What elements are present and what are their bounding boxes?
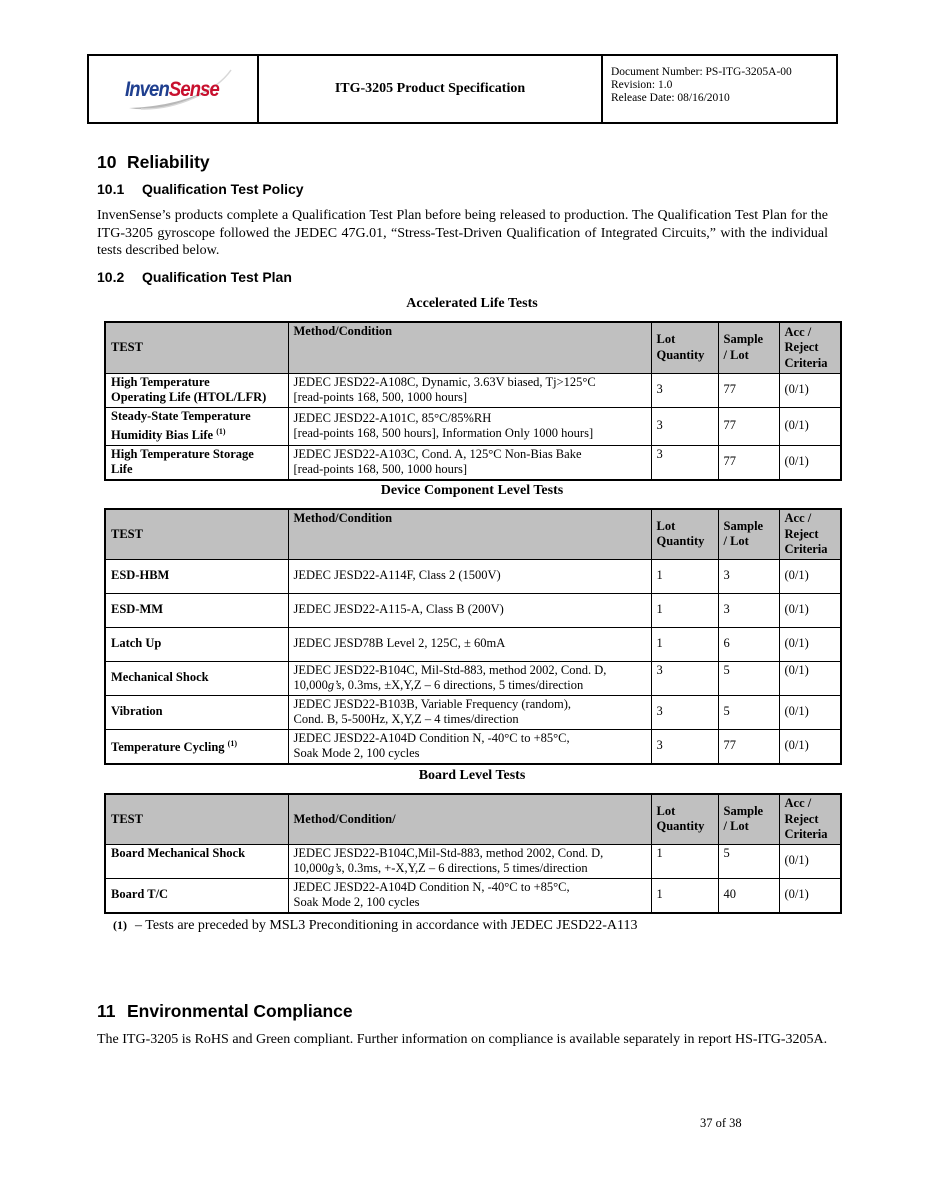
criteria: (0/1) [779,729,841,764]
test-name: Steady-State Temperature Humidity Bias Life $^{(1)}$ [105,407,288,445]
method-condition: JEDEC JESD22-A114F, Class 2 (1500V) [288,559,651,593]
table-header-row [105,794,841,844]
sample-lot: 40 [718,878,779,913]
accelerated-tests-caption: Accelerated Life Tests [406,296,538,311]
method-condition: JEDEC JESD22-B104C,Mil-Std-883, method 2002, Cond. D, 10,000g’s, 0.3ms, +-X,Y,Z – 6 directions, 5 times/direction [288,844,651,878]
lot-quantity: 3 [651,661,718,695]
invensense-logo [113,64,233,114]
method-condition: JEDEC JESD22-B104C, Mil-Std-883, method 2002, Cond. D, 10,000g’s, 0.3ms, ±X,Y,Z – 6 directions, 5 times/direction [288,661,651,695]
criteria: (0/1) [779,559,841,593]
document-meta [603,56,836,122]
lot-quantity: 3 [651,695,718,729]
criteria: (0/1) [779,844,841,878]
device-tests-caption: Device Component Level Tests [380,483,564,498]
col-sample-lot: Sample / Lot [718,509,779,559]
device-component-tests-table [104,508,842,765]
criteria: (0/1) [779,695,841,729]
table-row [105,695,841,729]
col-sample-lot: Sample / Lot [718,794,779,844]
release-date: Release Date: 08/16/2010 [611,92,730,104]
col-lot-quantity: Lot Quantity [651,794,718,844]
sample-lot: 77 [718,407,779,445]
sample-lot: 77 [718,373,779,407]
sample-lot: 77 [718,729,779,764]
board-level-tests-table [104,793,842,914]
sample-lot: 77 [718,445,779,480]
criteria: (0/1) [779,661,841,695]
lot-quantity: 1 [651,878,718,913]
col-criteria: Acc / Reject Criteria [779,322,841,373]
test-name: Mechanical Shock [105,661,288,695]
col-test: TEST [105,322,288,373]
col-lot-quantity: Lot Quantity [651,509,718,559]
table-header-row [105,322,841,373]
board-tests-caption: Board Level Tests [418,768,526,783]
test-name: Vibration [105,695,288,729]
table-footnote [113,918,638,934]
logo-cell [89,56,259,122]
table-row [105,559,841,593]
method-condition: JEDEC JESD22-A103C, Cond. A, 125°C Non-Bias Bake [read-points 168, 500, 1000 hours] [288,445,651,480]
table-row [105,373,841,407]
test-name: Temperature Cycling $^{(1)}$ [105,729,288,764]
table-row [105,878,841,913]
col-method: Method/Condition/ [288,794,651,844]
lot-quantity: 1 [651,593,718,627]
sample-lot: 3 [718,559,779,593]
method-condition: JEDEC JESD22-A101C, 85°C/85%RH [read-points 168, 500 hours], Information Only 1000 hours] [288,407,651,445]
section-10-heading: 10 Reliability [97,152,210,172]
table-row [105,729,841,764]
method-condition: JEDEC JESD22-B103B, Variable Frequency (random), Cond. B, 5-500Hz, X,Y,Z – 4 times/direction [288,695,651,729]
criteria: (0/1) [779,373,841,407]
col-method: Method/Condition [288,509,651,559]
document-number: Document Number: PS-ITG-3205A-00 [611,66,792,78]
test-name: ESD-MM [105,593,288,627]
lot-quantity: 3 [651,729,718,764]
test-name: Latch Up [105,627,288,661]
section-10-2-heading: 10.2 Qualification Test Plan [97,269,292,285]
test-name: ESD-HBM [105,559,288,593]
method-condition: JEDEC JESD22-A104D Condition N, -40°C to +85°C, Soak Mode 2, 100 cycles [288,878,651,913]
footnote-text: – Tests are preceded by MSL3 Preconditioning in accordance with JEDEC JESD22-A113 [135,918,638,933]
lot-quantity: 1 [651,844,718,878]
sample-lot: 5 [718,844,779,878]
footnote-mark: (1) [113,918,127,932]
logo-text: InvenSense [125,78,219,101]
col-sample-lot: Sample / Lot [718,322,779,373]
table-row [105,627,841,661]
criteria: (0/1) [779,878,841,913]
col-lot-quantity: Lot Quantity [651,322,718,373]
criteria: (0/1) [779,407,841,445]
sample-lot: 6 [718,627,779,661]
table-row [105,407,841,445]
document-title: ITG-3205 Product Specification [259,56,603,122]
table-row [105,661,841,695]
col-method: Method/Condition [288,322,651,373]
lot-quantity: 1 [651,627,718,661]
sample-lot: 5 [718,661,779,695]
col-test: TEST [105,794,288,844]
lot-quantity: 3 [651,407,718,445]
table-header-row [105,509,841,559]
revision: Revision: 1.0 [611,79,673,91]
section-10-1-heading: 10.1 Qualification Test Policy [97,181,304,197]
method-condition: JEDEC JESD22-A115-A, Class B (200V) [288,593,651,627]
method-condition: JEDEC JESD22-A108C, Dynamic, 3.63V biased, Tj>125°C [read-points 168, 500, 1000 hours] [288,373,651,407]
test-name: Board T/C [105,878,288,913]
lot-quantity: 3 [651,445,718,480]
col-criteria: Acc / Reject Criteria [779,509,841,559]
environmental-compliance-text: The ITG-3205 is RoHS and Green compliant. Further information on compliance is available separately in report HS-ITG-3205A. [97,1032,828,1047]
section-11-heading: 11 Environmental Compliance [97,1001,353,1021]
table-row [105,445,841,480]
table-row [105,844,841,878]
criteria: (0/1) [779,445,841,480]
document-header [87,54,838,124]
test-name: High Temperature Operating Life (HTOL/LFR) [105,373,288,407]
table-row [105,593,841,627]
col-test: TEST [105,509,288,559]
page-number: 37 of 38 [700,1116,742,1130]
method-condition: JEDEC JESD78B Level 2, 125C, ± 60mA [288,627,651,661]
method-condition: JEDEC JESD22-A104D Condition N, -40°C to +85°C, Soak Mode 2, 100 cycles [288,729,651,764]
lot-quantity: 3 [651,373,718,407]
test-name: High Temperature Storage Life [105,445,288,480]
qualification-policy-text: InvenSense’s products complete a Qualification Test Plan before being released to production. The Qualification Test Plan for the ITG-3205 gyroscope followed the JEDEC 47G.01, “Stress-Test-Driven Qualification of Integrated Circuits,” with the individual tests described below. [97,208,828,258]
sample-lot: 3 [718,593,779,627]
criteria: (0/1) [779,627,841,661]
lot-quantity: 1 [651,559,718,593]
col-criteria: Acc / Reject Criteria [779,794,841,844]
test-name: Board Mechanical Shock [105,844,288,878]
criteria: (0/1) [779,593,841,627]
sample-lot: 5 [718,695,779,729]
accelerated-life-tests-table [104,321,842,481]
